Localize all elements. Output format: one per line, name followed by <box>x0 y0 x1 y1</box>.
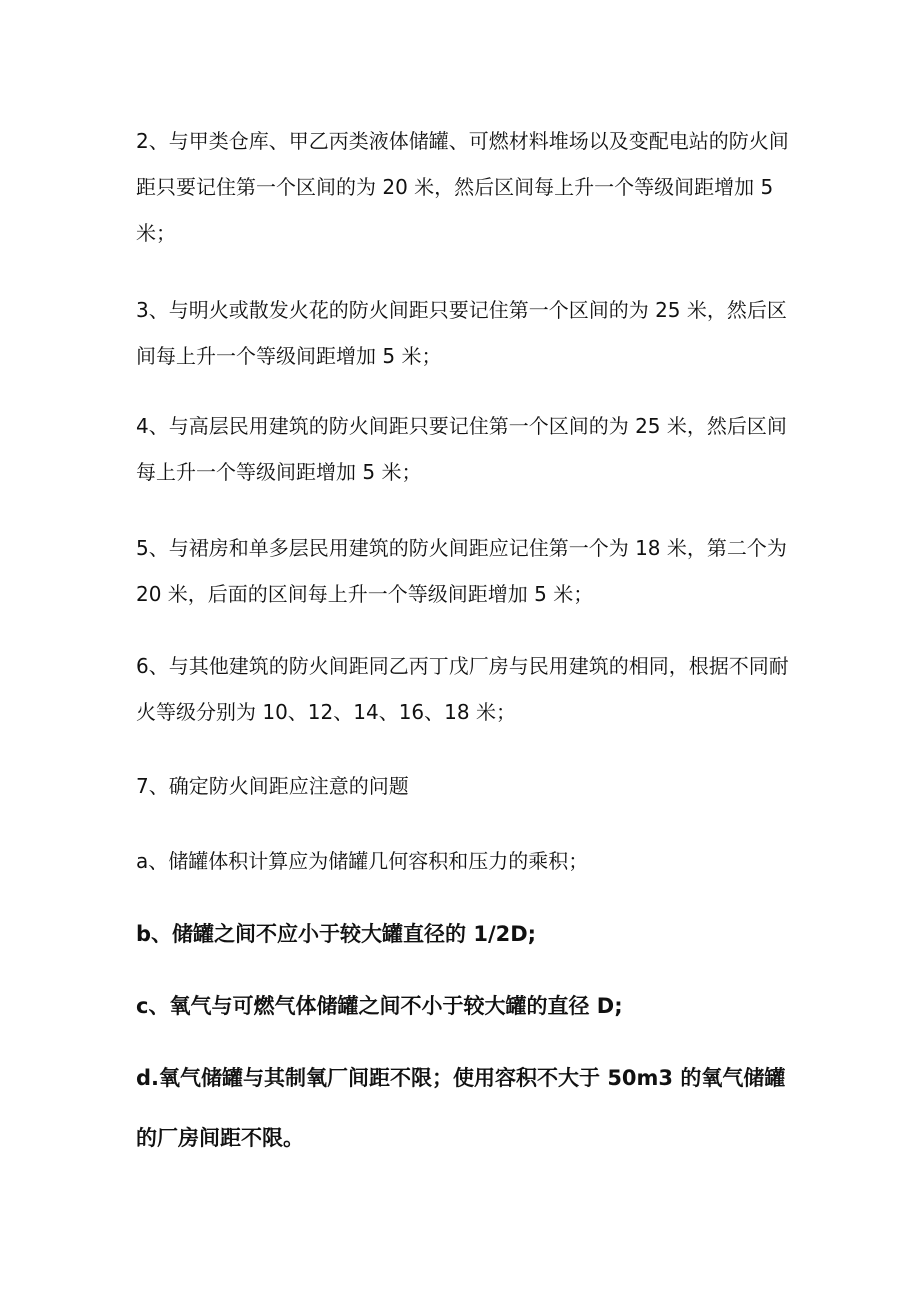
paragraph-line: b、储罐之间不应小于较大罐直径的 1/2D; <box>136 922 537 946</box>
paragraph-line: d.氧气储罐与其制氧厂间距不限；使用容积不大于 50m3 的氧气储罐 <box>136 1066 786 1090</box>
paragraph-line: 2、与甲类仓库、甲乙丙类液体储罐、可燃材料堆场以及变配电站的防火间 <box>136 129 789 153</box>
paragraph-item-a <box>136 838 796 884</box>
paragraph-item-6 <box>136 643 796 735</box>
paragraph-item-c <box>136 983 796 1029</box>
paragraph-item-d <box>136 1055 796 1161</box>
paragraph-line: 距只要记住第一个区间的为 20 米，然后区间每上升一个等级间距增加 5 <box>136 175 774 199</box>
paragraph-item-5 <box>136 525 796 617</box>
paragraph-item-4 <box>136 403 796 495</box>
paragraph-line: 的厂房间距不限。 <box>136 1126 304 1150</box>
paragraph-item-b <box>136 911 796 957</box>
paragraph-line: a、储罐体积计算应为储罐几何容积和压力的乘积； <box>136 849 589 873</box>
paragraph-item-7 <box>136 763 796 809</box>
paragraph-line: 3、与明火或散发火花的防火间距只要记住第一个区间的为 25 米，然后区 <box>136 298 787 322</box>
paragraph-line: c、氧气与可燃气体储罐之间不小于较大罐的直径 D; <box>136 994 623 1018</box>
paragraph-line: 7、确定防火间距应注意的问题 <box>136 774 409 798</box>
paragraph-line: 每上升一个等级间距增加 5 米； <box>136 460 422 484</box>
paragraph-line: 4、与高层民用建筑的防火间距只要记住第一个区间的为 25 米，然后区间 <box>136 414 787 438</box>
paragraph-item-3 <box>136 287 796 379</box>
paragraph-item-2 <box>136 118 796 256</box>
paragraph-line: 5、与裙房和单多层民用建筑的防火间距应记住第一个为 18 米，第二个为 <box>136 536 787 560</box>
paragraph-line: 6、与其他建筑的防火间距同乙丙丁戊厂房与民用建筑的相同，根据不同耐 <box>136 654 789 678</box>
paragraph-line: 20 米，后面的区间每上升一个等级间距增加 5 米； <box>136 582 594 606</box>
paragraph-line: 米； <box>136 221 176 245</box>
paragraph-line: 间每上升一个等级间距增加 5 米； <box>136 344 442 368</box>
paragraph-line: 火等级分别为 10、12、14、16、18 米； <box>136 700 516 724</box>
